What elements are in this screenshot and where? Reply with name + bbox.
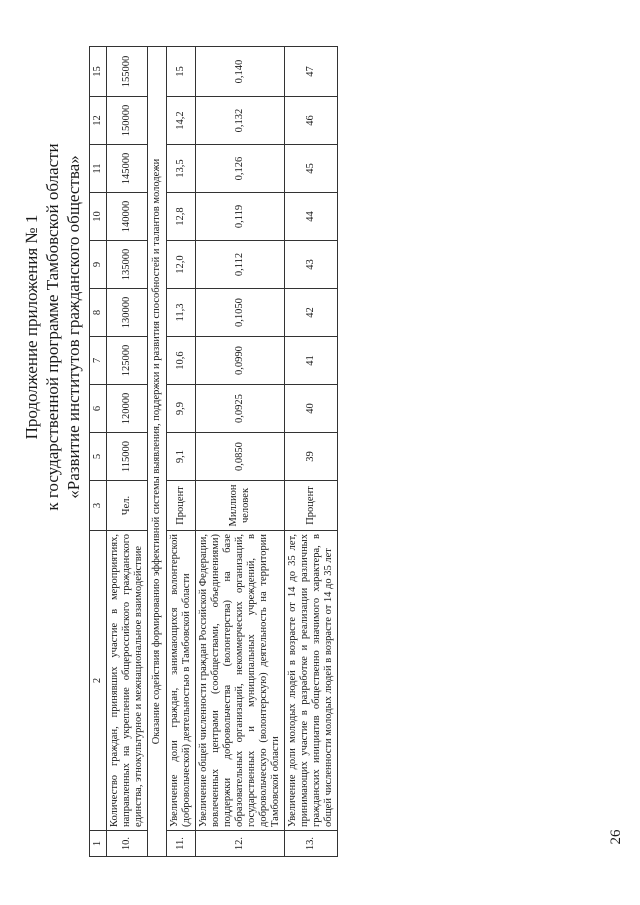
indicator-name-cell: Увеличение доли граждан, занимающихся волонтерской (добровольческой) деятельностью в Тамбовской области (167, 531, 196, 831)
indicator-name-cell: Увеличение доли молодых людей в возрасте от 14 до 35 лет, принимающих участие в разработке и реализации различных гражданских инициатив общественно значимого характера, в общей численности молодых людей в возрасте от 14 до 35 лет (285, 531, 338, 831)
value-cell: 115000 (107, 433, 148, 481)
value-cell: 0,126 (196, 145, 285, 193)
column-number-cell: 9 (90, 241, 107, 289)
column-number-row (90, 47, 107, 857)
value-cell: 45 (285, 145, 338, 193)
value-cell: 9,9 (167, 385, 196, 433)
value-cell: 120000 (107, 385, 148, 433)
value-cell: 135000 (107, 241, 148, 289)
value-cell: 130000 (107, 289, 148, 337)
appendix-heading (21, 47, 84, 607)
indicator-name-cell: Увеличение общей численности граждан Российской Федерации, вовлеченных центрами (сообществами, объединениями) поддержки добровольчества (волонтерства) на базе образовательных организаций, некоммерческих организаций, государственных и муниципальных учреждений, в добровольческую (волонтерскую) деятельность на территории Тамбовской области (196, 531, 285, 831)
value-cell: 145000 (107, 145, 148, 193)
value-cell: 0,140 (196, 47, 285, 97)
row-number-cell: 12. (196, 831, 285, 857)
value-cell: 0,0990 (196, 337, 285, 385)
column-number-cell: 2 (90, 531, 107, 831)
unit-cell: Процент (285, 481, 338, 531)
column-number-cell: 11 (90, 145, 107, 193)
value-cell: 140000 (107, 193, 148, 241)
value-cell: 155000 (107, 47, 148, 97)
value-cell: 0,1050 (196, 289, 285, 337)
value-cell: 39 (285, 433, 338, 481)
value-cell: 41 (285, 337, 338, 385)
value-cell: 0,119 (196, 193, 285, 241)
value-cell: 0,0925 (196, 385, 285, 433)
unit-cell: Процент (167, 481, 196, 531)
column-number-cell: 5 (90, 433, 107, 481)
value-cell: 10,6 (167, 337, 196, 385)
column-number-cell: 12 (90, 97, 107, 145)
column-number-cell: 1 (90, 831, 107, 857)
page-number: 26 (608, 829, 624, 845)
value-cell: 14,2 (167, 97, 196, 145)
column-number-cell: 6 (90, 385, 107, 433)
table-row (107, 47, 148, 857)
indicator-name-cell: Количество граждан, принявших участие в мероприятиях, направленных на укрепление общероссийского гражданского единства, этнокультурное и межнациональное взаимодействие (107, 531, 148, 831)
value-cell: 40 (285, 385, 338, 433)
heading-line-2: к государственной программе Тамбовской области (43, 143, 62, 511)
unit-cell: Миллион человек (196, 481, 285, 531)
value-cell: 0,132 (196, 97, 285, 145)
row-number-cell: 13. (285, 831, 338, 857)
indicators-table (89, 46, 338, 857)
table-row (167, 47, 196, 857)
value-cell: 43 (285, 241, 338, 289)
value-cell: 12,0 (167, 241, 196, 289)
value-cell: 42 (285, 289, 338, 337)
value-cell: 13,5 (167, 145, 196, 193)
value-cell: 150000 (107, 97, 148, 145)
row-number-cell: 10. (107, 831, 148, 857)
value-cell: 9,1 (167, 433, 196, 481)
row-number-cell: 11. (167, 831, 196, 857)
table-row (196, 47, 285, 857)
column-number-cell: 8 (90, 289, 107, 337)
unit-cell: Чел. (107, 481, 148, 531)
heading-line-1: Продолжение приложения № 1 (22, 214, 41, 440)
value-cell: 47 (285, 47, 338, 97)
value-cell: 0,0850 (196, 433, 285, 481)
value-cell: 125000 (107, 337, 148, 385)
value-cell: 11,3 (167, 289, 196, 337)
section-title: Оказание содействия формированию эффективной системы выявления, поддержки и развития способностей и талантов молодежи (148, 47, 167, 857)
column-number-cell: 3 (90, 481, 107, 531)
value-cell: 44 (285, 193, 338, 241)
heading-line-3: «Развитие институтов гражданского общества» (64, 155, 83, 499)
value-cell: 46 (285, 97, 338, 145)
value-cell: 15 (167, 47, 196, 97)
section-row (148, 47, 167, 857)
value-cell: 12,8 (167, 193, 196, 241)
value-cell: 0,112 (196, 241, 285, 289)
column-number-cell: 7 (90, 337, 107, 385)
table-row (285, 47, 338, 857)
column-number-cell: 15 (90, 47, 107, 97)
rotated-page (15, 47, 625, 857)
column-number-cell: 10 (90, 193, 107, 241)
